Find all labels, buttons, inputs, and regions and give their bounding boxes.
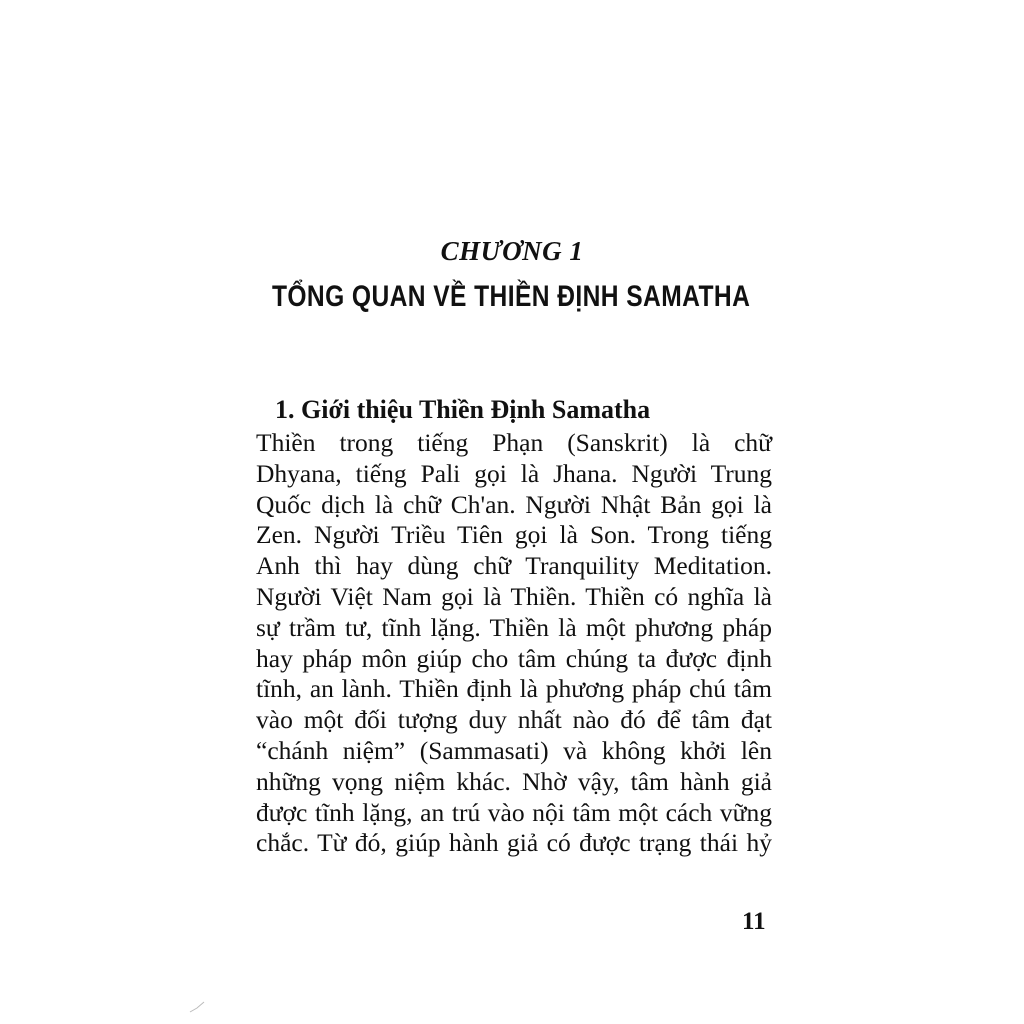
section-heading: 1. Giới thiệu Thiền Định Samatha xyxy=(275,395,651,424)
scan-mark xyxy=(188,1000,206,1014)
chapter-label: CHƯƠNG 1 xyxy=(440,236,584,266)
text-line: Thiền trong tiếng Phạn (Sanskrit) là chữ xyxy=(256,428,772,457)
text-line: Dhyana, tiếng Pali gọi là Jhana. Người Trung xyxy=(256,458,772,488)
text-line: những vọng niệm khác. Nhờ vậy, tâm hành giả xyxy=(256,766,772,796)
text-line: Anh thì hay dùng chữ Tranquility Meditation. xyxy=(256,551,772,581)
text-line: vào một đối tượng duy nhất nào đó để tâm đạt xyxy=(256,705,772,735)
text-line: chắc. Từ đó, giúp hành giả có được trạng thái hỷ xyxy=(256,828,772,858)
text-line: Người Việt Nam gọi là Thiền. Thiền có nghĩa là xyxy=(256,581,772,611)
text-line: tĩnh, an lành. Thiền định là phương pháp chú tâm xyxy=(256,674,772,704)
text-line: được tĩnh lặng, an trú vào nội tâm một cách vững xyxy=(256,797,772,827)
text-line: hay pháp môn giúp cho tâm chúng ta được định xyxy=(256,643,772,673)
chapter-title: TỔNG QUAN VỀ THIỀN ĐỊNH SAMATHA xyxy=(271,280,751,313)
body-paragraph xyxy=(256,428,772,859)
text-line: Zen. Người Triều Tiên gọi là Son. Trong tiếng xyxy=(256,520,772,550)
text-line: sự trầm tư, tĩnh lặng. Thiền là một phương pháp xyxy=(256,612,772,642)
page-number: 11 xyxy=(742,908,766,935)
text-line: “chánh niệm” (Sammasati) và không khởi lên xyxy=(256,735,772,765)
text-line: Quốc dịch là chữ Ch'an. Người Nhật Bản gọi là xyxy=(256,489,772,519)
